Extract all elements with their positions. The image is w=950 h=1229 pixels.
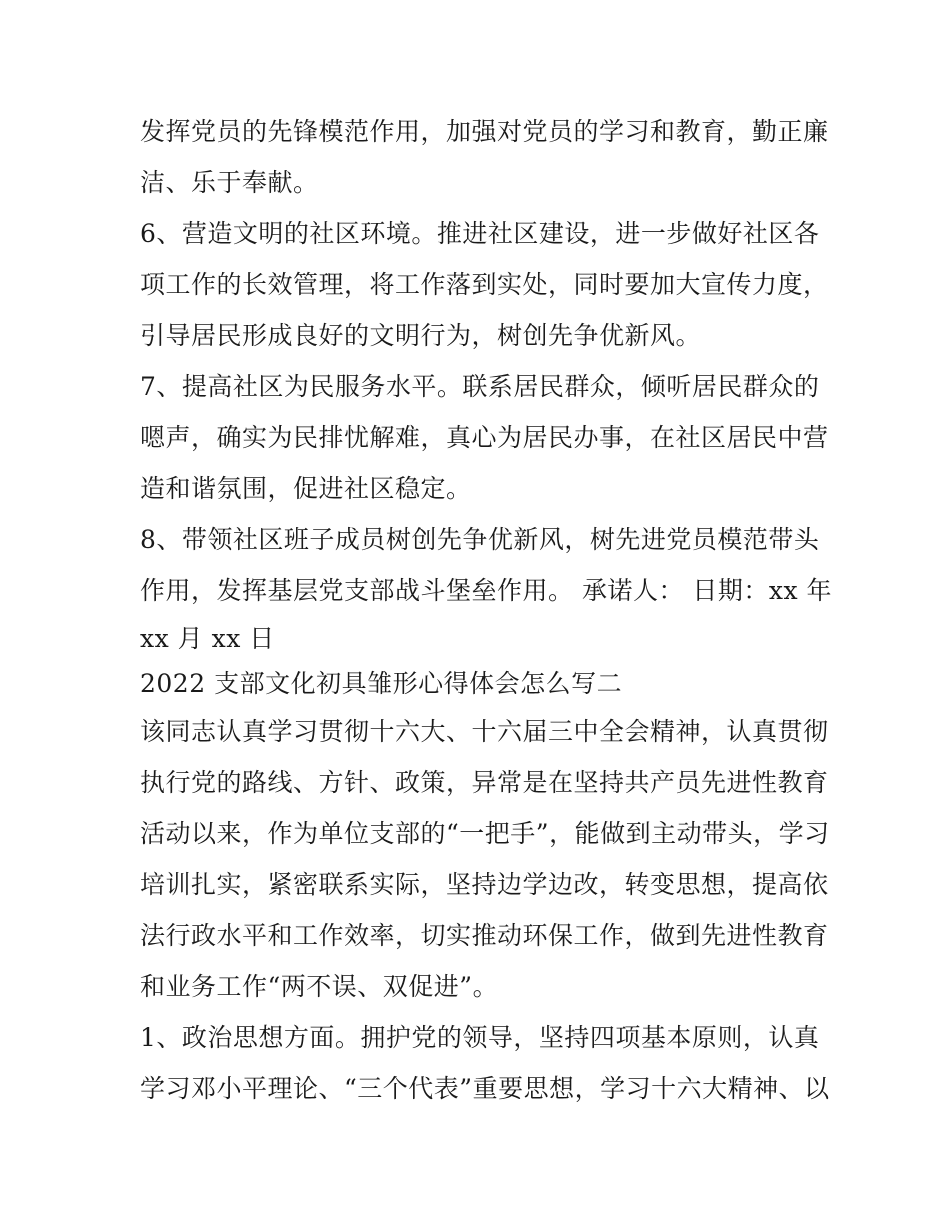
text-line: xx 月 xx 日 <box>140 624 275 653</box>
text-line: 8、带领社区班子成员树创先争优新风，树先进党员模范带头 <box>140 525 820 554</box>
text-line: 发挥党员的先锋模范作用，加强对党员的学习和教育，勤正廉 <box>140 117 829 146</box>
text-line: 1、政治思想方面。拥护党的领导，坚持四项基本原则，认真 <box>140 1023 820 1052</box>
text-line: 学习邓小平理论、“三个代表”重要思想，学习十六大精神、以 <box>140 1074 830 1103</box>
text-line: 6、营造文明的社区环境。推进社区建设，进一步做好社区各 <box>140 219 820 248</box>
text-line: 执行党的路线、方针、政策，异常是在坚持共产员先进性教育 <box>140 768 829 797</box>
text-line: 作用，发挥基层党支部战斗堡垒作用。 承诺人： 日期：xx 年 <box>140 576 833 605</box>
text-line: 项工作的长效管理，将工作落到实处，同时要加大宣传力度， <box>140 270 829 299</box>
text-line: 引导居民形成良好的文明行为，树创先争优新风。 <box>140 321 702 350</box>
text-line: 和业务工作“两不误、双促进”。 <box>140 972 499 1001</box>
text-line: 嗯声，确实为民排忧解难，真心为居民办事，在社区居民中营 <box>140 423 829 452</box>
text-line: 造和谐氛围，促进社区稳定。 <box>140 474 472 503</box>
text-line: 洁、乐于奉献。 <box>140 168 319 197</box>
document-body <box>140 106 833 1114</box>
text-line: 培训扎实，紧密联系实际，坚持边学边改，转变思想，提高依 <box>140 870 829 899</box>
text-line: 7、提高社区为民服务水平。联系居民群众，倾听居民群众的 <box>140 372 820 401</box>
text-line: 活动以来，作为单位支部的“一把手”，能做到主动带头，学习 <box>140 819 830 848</box>
text-line: 该同志认真学习贯彻十六大、十六届三中全会精神，认真贯彻 <box>140 717 829 746</box>
section-heading: 2022 支部文化初具雏形心得体会怎么写二 <box>140 669 623 698</box>
text-line: 法行政水平和工作效率，切实推动环保工作，做到先进性教育 <box>140 921 829 950</box>
